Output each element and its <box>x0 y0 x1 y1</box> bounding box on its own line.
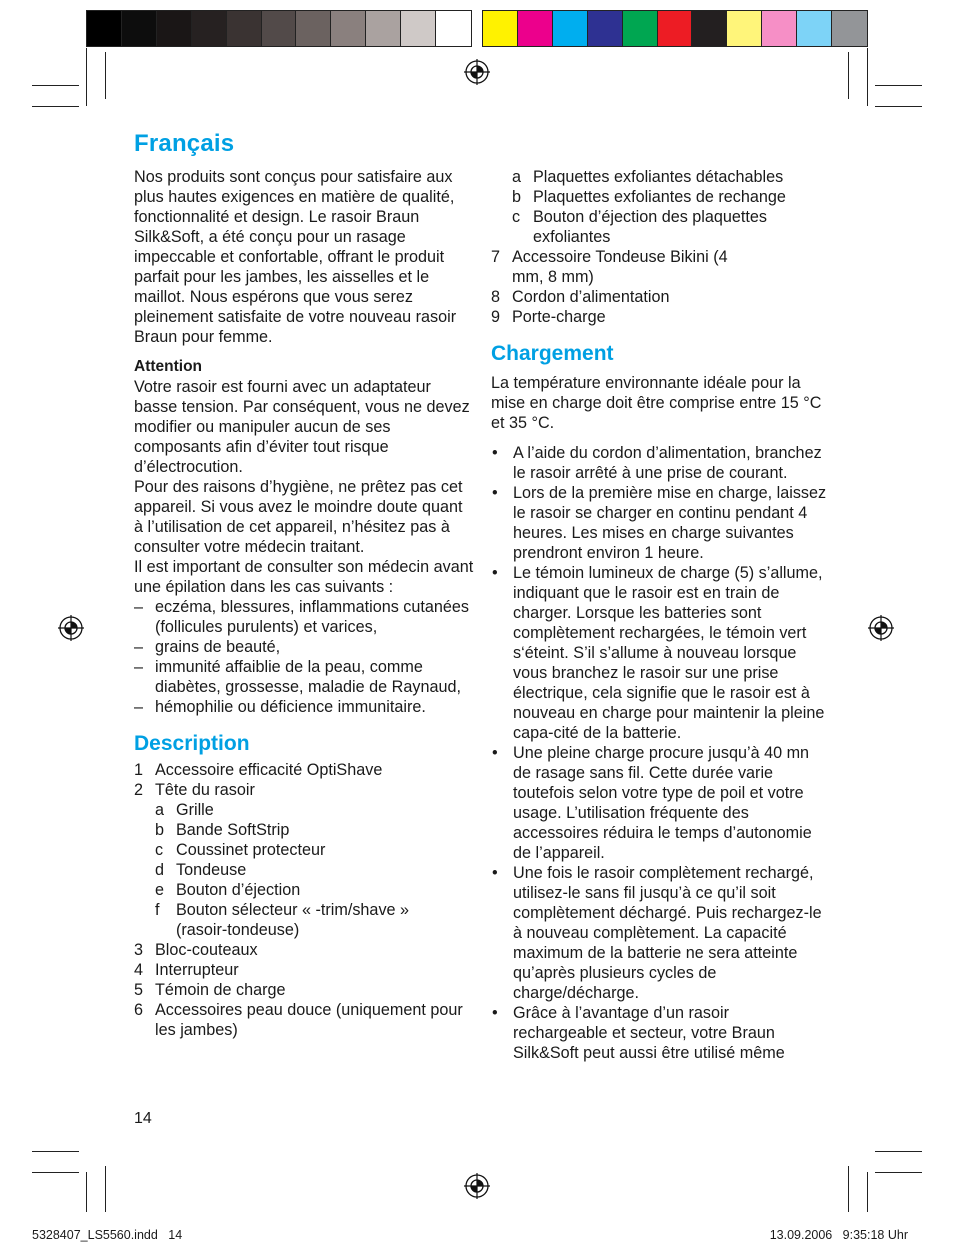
color-swatch <box>436 11 471 46</box>
list-item: • Le témoin lumineux de charge (5) s’allume, indiquant que le rasoir est en train de charger. Lorsque les batteries sont complètement rechargées, le témoin vert s‘éteint. S’il s’allume à nouveau lorsque vous branchez le rasoir sur une prise électrique, cela signifie que le rasoir est à nouveau en charge pour maintenir la pleine capa-cité de la batterie. <box>492 564 825 742</box>
grayscale-bar <box>86 10 472 47</box>
page-title: Français <box>134 130 235 157</box>
list-item: 9 Porte-charge <box>491 308 606 326</box>
list-item: – eczéma, blessures, inflammations cutanées (follicules purulents) et varices, <box>134 598 470 636</box>
sub-list-item: e Bouton d’éjection <box>155 881 301 899</box>
contraindication-list <box>134 597 474 717</box>
chargement-heading: Chargement <box>491 342 614 365</box>
color-swatch <box>366 11 401 46</box>
attention-paragraph: Votre rasoir est fourni avec un adaptateur basse tension. Par conséquent, vous ne devez modifier ou manipuler aucun de ses composants afin d’éviter tout risque d’électrocution. <box>134 378 470 476</box>
list-item: • Une pleine charge procure jusqu’à 40 mn de rasage sans fil. Cette durée varie toutefois selon votre type de poil et votre usage. L’utilisation fréquente des accessoires réduira le temps d’autonomie de l’appareil. <box>492 744 812 862</box>
color-swatch <box>331 11 366 46</box>
registration-mark-icon <box>58 615 84 641</box>
list-item: – immunité affaiblie de la peau, comme diabètes, grossesse, maladie de Raynaud, <box>134 658 461 696</box>
color-swatch <box>262 11 297 46</box>
list-item: 8 Cordon d’alimentation <box>491 288 670 306</box>
color-swatch <box>401 11 436 46</box>
color-swatch <box>762 11 797 46</box>
color-swatch <box>87 11 122 46</box>
sub-list-item: b Plaquettes exfoliantes de rechange <box>512 188 786 206</box>
list-item: • Grâce à l’avantage d’un rasoir rechargeable et secteur, votre Braun Silk&Soft peut aussi être utilisé même <box>492 1004 785 1062</box>
registration-mark-icon <box>464 59 490 85</box>
color-swatch <box>483 11 518 46</box>
intro-paragraph: Nos produits sont conçus pour satisfaire aux plus hautes exigences en matière de qualité, fonctionnalité et design. Le rasoir Braun Silk&Soft, a été conçu pour un rasage impeccable et confortable, offrant le produit parfait pour les jambes, les aisselles et le maillot. Nous espérons que vous serez pleinement satisfaite de votre nouveau rasoir Braun pour femme. <box>134 168 457 346</box>
color-swatch <box>518 11 553 46</box>
color-swatch <box>797 11 832 46</box>
attention-heading: Attention <box>134 358 203 375</box>
color-swatch <box>623 11 658 46</box>
list-item: • Une fois le rasoir complètement rechargé, utilisez-le sans fil jusqu’à ce qu’il soit complètement déchargé. Puis rechargez-le à nouveau complètement. La capacité maximum de la batterie ne sera atteinte qu’après plusieurs cycles de charge/décharge. <box>492 864 822 1002</box>
footer-timestamp: 13.09.2006 9:35:18 Uhr <box>769 1228 908 1242</box>
chargement-list <box>491 443 827 1063</box>
description-list-continued <box>491 167 827 327</box>
color-swatch <box>692 11 727 46</box>
medical-paragraph: Il est important de consulter son médecin avant une épilation dans les cas suivants : <box>134 558 474 596</box>
sub-list-item: a Grille <box>155 801 214 819</box>
right-column <box>491 167 827 1063</box>
list-item: 5 Témoin de charge <box>134 981 286 999</box>
list-item: 6 Accessoires peau douce (uniquement pour les jambes) <box>134 1001 463 1039</box>
list-item: – grains de beauté, <box>134 638 281 656</box>
sub-list-item: a Plaquettes exfoliantes détachables <box>512 168 784 186</box>
registration-mark-icon <box>464 1173 490 1199</box>
color-swatch <box>553 11 588 46</box>
list-item: 1 Accessoire efficacité OptiShave <box>134 761 383 779</box>
color-swatch <box>588 11 623 46</box>
footer-file-info: 5328407_LS5560.indd 14 <box>32 1228 183 1242</box>
color-swatch <box>192 11 227 46</box>
color-swatch <box>727 11 762 46</box>
color-swatch <box>832 11 867 46</box>
registration-mark-icon <box>868 615 894 641</box>
sub-list-item: d Tondeuse <box>155 861 247 879</box>
list-item: • A l’aide du cordon d’alimentation, branchez le rasoir arrêté à une prise de courant. <box>492 444 822 482</box>
list-item: 4 Interrupteur <box>134 961 239 979</box>
sub-list-item: c Coussinet protecteur <box>155 841 326 859</box>
color-swatch <box>157 11 192 46</box>
left-column <box>134 167 474 1040</box>
hygiene-paragraph: Pour des raisons d’hygiène, ne prêtez pas cet appareil. Si vous avez le moindre doute quant à l’utilisation de cet appareil, n’hésitez pas à consulter votre médecin traitant. <box>134 478 463 556</box>
list-item: – hémophilie ou déficience immunitaire. <box>134 698 426 716</box>
list-item: 3 Bloc-couteaux <box>134 941 258 959</box>
color-bar <box>482 10 868 47</box>
description-heading: Description <box>134 732 250 755</box>
list-item: • Lors de la première mise en charge, laissez le rasoir se charger en continu pendant 4 heures. Les mises en charge suivantes prendront environ 1 heure. <box>492 484 827 562</box>
sub-list-item: f Bouton sélecteur « -trim/shave » (rasoir-tondeuse) <box>155 901 410 939</box>
color-swatch <box>658 11 693 46</box>
sub-list-item: c Bouton d’éjection des plaquettes exfoliantes <box>512 208 767 246</box>
description-list <box>134 760 474 1040</box>
color-swatch <box>227 11 262 46</box>
chargement-intro: La température environnante idéale pour la mise en charge doit être comprise entre 15 °C et 35 °C. <box>491 374 822 432</box>
list-item: 2 Tête du rasoir <box>134 781 255 799</box>
color-swatch <box>296 11 331 46</box>
page-number: 14 <box>134 1110 152 1127</box>
sub-list-item: b Bande SoftStrip <box>155 821 290 839</box>
color-swatch <box>122 11 157 46</box>
list-item: 7 Accessoire Tondeuse Bikini (4 mm, 8 mm) <box>491 248 728 286</box>
